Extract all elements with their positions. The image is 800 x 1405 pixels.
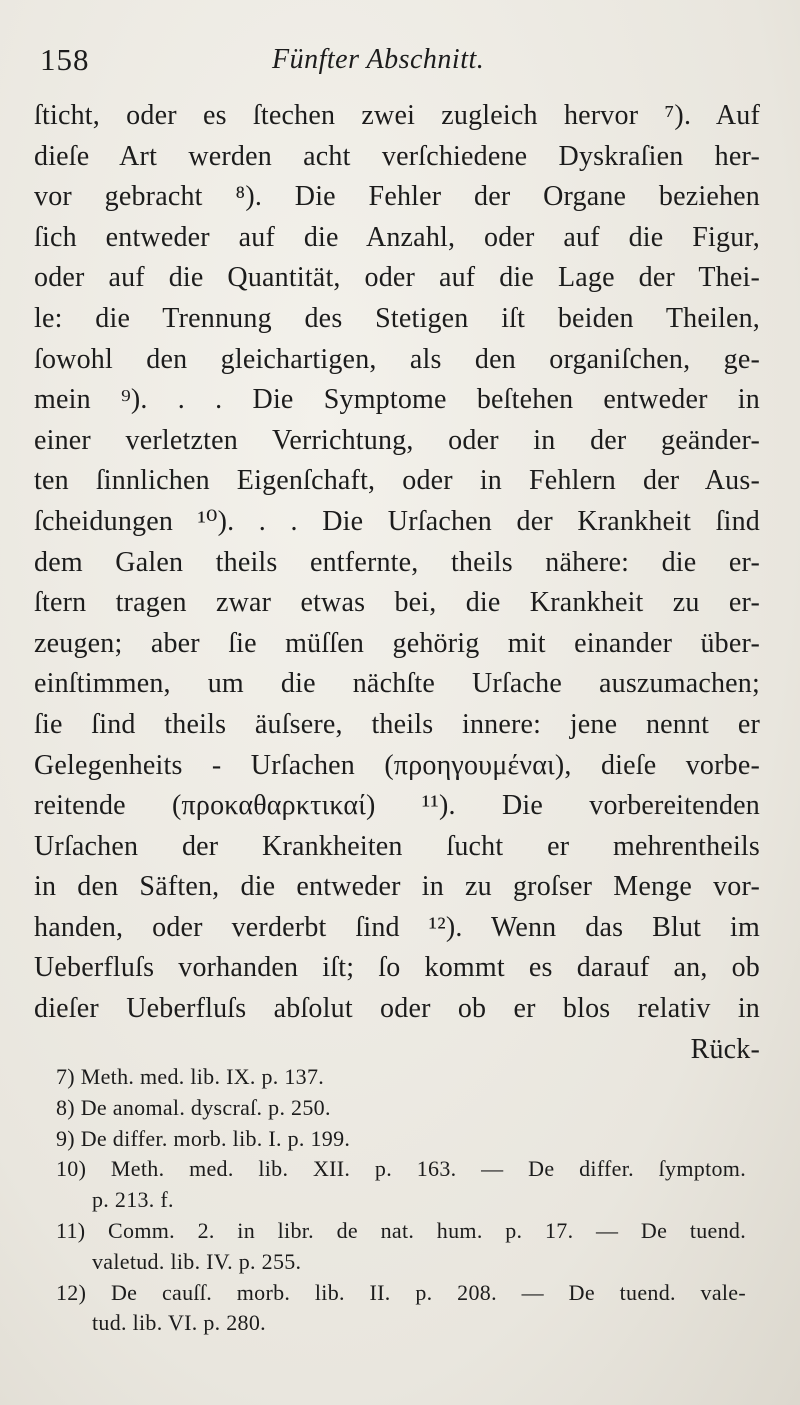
body-line: mein ⁹). . . Die Symptome beſtehen entweder in bbox=[34, 384, 760, 416]
body-line: ſowohl den gleichartigen, als den organiſchen, ge- bbox=[34, 343, 760, 375]
body-text bbox=[34, 96, 760, 1070]
footnote-12: 12) De cauſſ. morb. lib. II. p. 208. — De tuend. vale- bbox=[56, 1279, 746, 1305]
footnote-7: 7) Meth. med. lib. IX. p. 137. bbox=[56, 1064, 325, 1089]
body-line: ten ſinnlichen Eigenſchaft, oder in Fehlern der Aus- bbox=[34, 465, 760, 497]
footnote-12-continuation: tud. lib. VI. p. 280. bbox=[92, 1310, 266, 1336]
footnote-10-continuation: p. 213. f. bbox=[92, 1187, 174, 1213]
body-line: dieſer Ueberfluſs abſolut oder ob er blos relativ in bbox=[34, 993, 760, 1025]
catchword: Rück- bbox=[690, 1033, 760, 1065]
body-line: ſie ſind theils äuſsere, theils innere: jene nennt er bbox=[34, 708, 760, 740]
footnote-9: 9) De differ. morb. lib. I. p. 199. bbox=[56, 1125, 351, 1151]
body-line: ſtern tragen zwar etwas bei, die Krankheit zu er- bbox=[34, 587, 760, 619]
body-line: einer verletzten Verrichtung, oder in der geänder- bbox=[34, 424, 760, 456]
body-line: ſcheidungen ¹⁰). . . Die Urſachen der Krankheit ſind bbox=[34, 505, 760, 537]
body-line: reitende (προκαθαρκτικαί) ¹¹). Die vorbereitenden bbox=[34, 790, 760, 822]
page-number: 158 bbox=[40, 42, 90, 77]
footnote-11-continuation: valetud. lib. IV. p. 255. bbox=[92, 1248, 302, 1274]
body-line: einſtimmen, um die nächſte Urſache auszumachen; bbox=[34, 668, 760, 700]
footnote-8: 8) De anomal. dyscraſ. p. 250. bbox=[56, 1094, 331, 1120]
body-line: handen, oder verderbt ſind ¹²). Wenn das Blut im bbox=[34, 911, 760, 943]
body-line: ſticht, oder es ſtechen zwei zugleich hervor ⁷). Auf bbox=[34, 100, 760, 131]
body-line: le: die Trennung des Stetigen iſt beiden Theilen, bbox=[34, 302, 760, 334]
body-line: Ueberfluſs vorhanden iſt; ſo kommt es darauf an, ob bbox=[34, 952, 760, 984]
body-line: Urſachen der Krankheiten ſucht er mehrentheils bbox=[34, 830, 760, 862]
body-line: zeugen; aber ſie müſſen gehörig mit einander über- bbox=[34, 627, 760, 659]
footnotes bbox=[56, 1062, 746, 1339]
page-header bbox=[40, 36, 770, 86]
body-line: oder auf die Quantität, oder auf die Lage der Thei- bbox=[34, 262, 760, 294]
footnote-10: 10) Meth. med. lib. XII. p. 163. — De differ. ſymptom. bbox=[56, 1156, 746, 1182]
body-line: Gelegenheits - Urſachen (προηγουμέναι), dieſe vorbe- bbox=[34, 749, 760, 781]
body-line: in den Säften, die entweder in zu groſser Menge vor- bbox=[34, 871, 760, 903]
body-line: dieſe Art werden acht verſchiedene Dyskraſien her- bbox=[34, 140, 760, 172]
body-line: vor gebracht ⁸). Die Fehler der Organe beziehen bbox=[34, 181, 760, 213]
body-line: ſich entweder auf die Anzahl, oder auf die Figur, bbox=[34, 221, 760, 253]
body-line: dem Galen theils entfernte, theils nähere: die er- bbox=[34, 546, 760, 578]
footnote-11: 11) Comm. 2. in libr. de nat. hum. p. 17. — De tuend. bbox=[56, 1217, 746, 1243]
running-title: Fünfter Abschnitt. bbox=[272, 44, 485, 75]
